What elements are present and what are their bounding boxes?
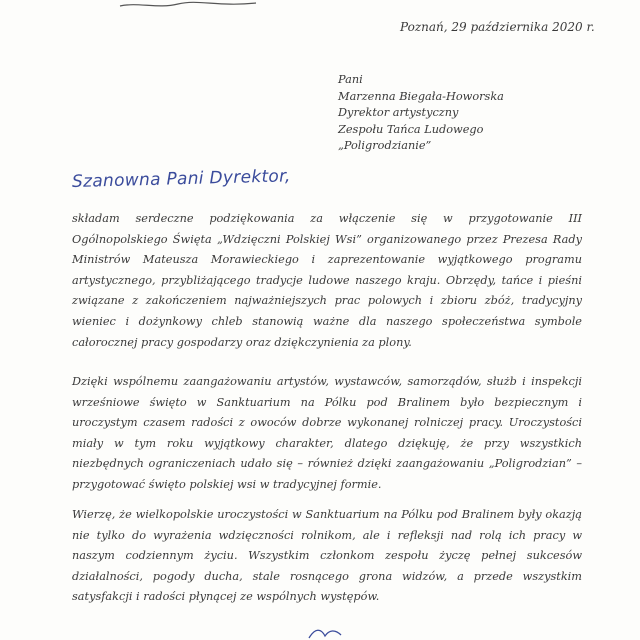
addressee-line: Dyrektor artystyczny <box>338 106 459 119</box>
body-paragraph: Dzięki wspólnemu zaangażowaniu artystów, wystawców, samorządów, służb i inspekcji wrześniowe święto w Sanktuarium na Pólku pod Bralinem było bezpiecznym i uroczystym czasem radości z owoców dobrze wykonanej rolniczej pracy. Uroczystości miały w tym roku wyjątkowy charakter, dlatego dziękuję, że przy wszystkich niezbędnych ograniczeniach udało się – również dzięki zaangażowaniu „Poligrodzian” – przygotować święto polskiej wsi w tradycyjnej formie. <box>72 375 582 491</box>
addressee-line: „Poligrodzianie” <box>338 139 432 152</box>
letter-date: Poznań, 29 października 2020 r. <box>400 20 595 34</box>
addressee-line: Zespołu Tańca Ludowego <box>338 122 484 136</box>
addressee-line: Pani <box>338 73 363 86</box>
addressee-line: Marzenna Biegała-Howorska <box>338 89 504 103</box>
body-paragraph: składam serdeczne podziękowania za włączenie się w przygotowanie III Ogólnopolskiego Święta „Wdzięczni Polskiej Wsi” organizowanego przez Prezesa Rady Ministrów Mateusza Morawieckiego i zaprezentowanie wyjątkowego programu artystycznego, przybliżającego tradycje ludowe naszego kraju. Obrzędy, tańce i pieśni związane z zakończeniem najważniejszych prac polowych i zbioru zbóż, tradycyjny wieniec i dożynkowy chleb stanowią ważne dla naszego społeczeństwa symbole całorocznej pracy gospodarzy oraz dziękczynienia za plony. <box>72 212 582 349</box>
handwritten-salutation: Szanowna Pani Dyrektor, <box>71 166 291 192</box>
body-paragraph: Wierzę, że wielkopolskie uroczystości w Sanktuarium na Pólku pod Bralinem były okazją nie tylko do wyrażenia wdzięczności rolnikom, ale i refleksji nad rolą ich pracy w naszym codziennym życiu. Wszystkim członkom zespołu życzę pełnej sukcesów działalności, pogody ducha, stale rosnącego grona widzów, a przede wszystkim satysfakcji i radości płynącej ze wspólnych występów. <box>72 508 582 604</box>
top-handwriting-fragment <box>118 0 258 10</box>
signature-fragment <box>305 626 375 640</box>
addressee-block <box>338 72 504 155</box>
